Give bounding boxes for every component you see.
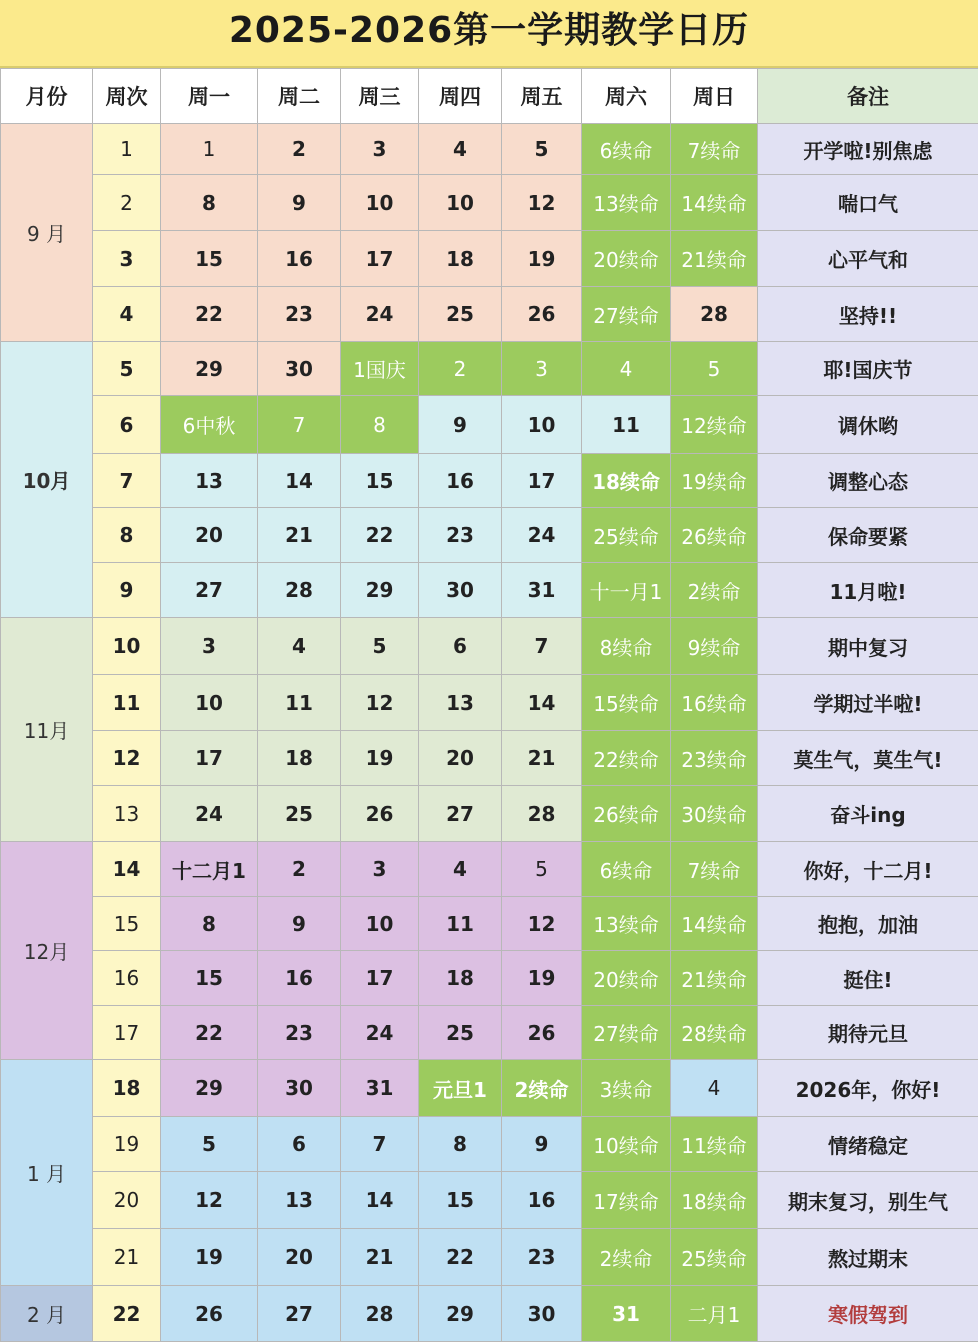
day-cell-tue: 21: [258, 508, 341, 563]
day-cell-sun: 2续命: [671, 563, 758, 618]
month-label: 1 月: [1, 1060, 93, 1286]
week-row: [1, 1006, 978, 1060]
day-cell-fri: 17: [502, 454, 582, 508]
day-cell-wed: 26: [341, 786, 419, 842]
note-cell: 调整心态: [758, 454, 978, 508]
day-cell-tue: 23: [258, 1006, 341, 1060]
day-cell-wed: 17: [341, 231, 419, 287]
calendar-title: 2025-2026第一学期教学日历: [0, 0, 978, 68]
note-cell: 你好，十二月!: [758, 842, 978, 897]
day-cell-fri: 2续命: [502, 1060, 582, 1117]
day-cell-sat: 4: [582, 342, 671, 396]
day-cell-mon: 8: [161, 175, 258, 231]
month-label: 2 月: [1, 1286, 93, 1342]
calendar-table: [0, 68, 978, 1342]
header-row: [1, 69, 978, 124]
day-cell-sun: 23续命: [671, 731, 758, 786]
day-cell-sun: 11续命: [671, 1117, 758, 1172]
day-cell-sun: 二月1: [671, 1286, 758, 1342]
day-cell-mon: 22: [161, 1006, 258, 1060]
day-cell-mon: 17: [161, 731, 258, 786]
day-cell-tue: 14: [258, 454, 341, 508]
day-cell-fri: 12: [502, 897, 582, 951]
day-cell-mon: 19: [161, 1229, 258, 1286]
day-cell-mon: 24: [161, 786, 258, 842]
day-cell-mon: 15: [161, 231, 258, 287]
week-row: [1, 1229, 978, 1286]
note-cell: 挺住!: [758, 951, 978, 1006]
week-number: 16: [93, 951, 161, 1006]
day-cell-thu: 27: [419, 786, 502, 842]
day-cell-thu: 9: [419, 396, 502, 454]
day-cell-thu: 6: [419, 618, 502, 675]
day-cell-thu: 30: [419, 563, 502, 618]
day-cell-thu: 22: [419, 1229, 502, 1286]
week-number: 21: [93, 1229, 161, 1286]
day-cell-fri: 26: [502, 287, 582, 342]
day-cell-wed: 15: [341, 454, 419, 508]
header-month: 月份: [1, 69, 93, 124]
day-cell-tue: 27: [258, 1286, 341, 1342]
day-cell-wed: 3: [341, 124, 419, 175]
week-row: [1, 842, 978, 897]
week-number: 8: [93, 508, 161, 563]
week-row: [1, 342, 978, 396]
day-cell-thu: 元旦1: [419, 1060, 502, 1117]
day-cell-sun: 30续命: [671, 786, 758, 842]
note-cell: 熬过期末: [758, 1229, 978, 1286]
day-cell-wed: 5: [341, 618, 419, 675]
day-cell-sun: 18续命: [671, 1172, 758, 1229]
week-row: [1, 563, 978, 618]
week-row: [1, 231, 978, 287]
week-number: 7: [93, 454, 161, 508]
day-cell-thu: 15: [419, 1172, 502, 1229]
day-cell-sat: 6续命: [582, 842, 671, 897]
day-cell-mon: 20: [161, 508, 258, 563]
day-cell-mon: 8: [161, 897, 258, 951]
day-cell-fri: 19: [502, 231, 582, 287]
day-cell-sat: 13续命: [582, 897, 671, 951]
week-row: [1, 1117, 978, 1172]
day-cell-wed: 28: [341, 1286, 419, 1342]
week-row: [1, 1286, 978, 1342]
week-row: [1, 1060, 978, 1117]
week-number: 10: [93, 618, 161, 675]
day-cell-thu: 25: [419, 287, 502, 342]
day-cell-wed: 29: [341, 563, 419, 618]
day-cell-sun: 21续命: [671, 951, 758, 1006]
day-cell-fri: 5: [502, 124, 582, 175]
day-cell-thu: 10: [419, 175, 502, 231]
day-cell-fri: 7: [502, 618, 582, 675]
day-cell-tue: 30: [258, 342, 341, 396]
day-cell-mon: 29: [161, 1060, 258, 1117]
day-cell-sun: 9续命: [671, 618, 758, 675]
day-cell-sat: 13续命: [582, 175, 671, 231]
day-cell-mon: 27: [161, 563, 258, 618]
day-cell-sat: 27续命: [582, 1006, 671, 1060]
day-cell-tue: 23: [258, 287, 341, 342]
day-cell-thu: 4: [419, 842, 502, 897]
note-cell: 2026年，你好!: [758, 1060, 978, 1117]
week-row: [1, 454, 978, 508]
day-cell-thu: 13: [419, 675, 502, 731]
week-number: 19: [93, 1117, 161, 1172]
week-row: [1, 731, 978, 786]
header-wed: 周三: [341, 69, 419, 124]
day-cell-wed: 22: [341, 508, 419, 563]
week-number: 20: [93, 1172, 161, 1229]
day-cell-thu: 8: [419, 1117, 502, 1172]
week-row: [1, 897, 978, 951]
week-row: [1, 786, 978, 842]
day-cell-tue: 6: [258, 1117, 341, 1172]
day-cell-mon: 1: [161, 124, 258, 175]
day-cell-wed: 17: [341, 951, 419, 1006]
note-cell: 耶!国庆节: [758, 342, 978, 396]
note-cell: 心平气和: [758, 231, 978, 287]
day-cell-sat: 25续命: [582, 508, 671, 563]
day-cell-tue: 16: [258, 231, 341, 287]
day-cell-tue: 9: [258, 175, 341, 231]
day-cell-sun: 7续命: [671, 124, 758, 175]
note-cell: 喘口气: [758, 175, 978, 231]
note-cell: 开学啦!别焦虑: [758, 124, 978, 175]
day-cell-tue: 25: [258, 786, 341, 842]
day-cell-tue: 11: [258, 675, 341, 731]
week-number: 13: [93, 786, 161, 842]
week-row: [1, 1172, 978, 1229]
day-cell-sun: 5: [671, 342, 758, 396]
day-cell-sat: 31: [582, 1286, 671, 1342]
day-cell-sat: 15续命: [582, 675, 671, 731]
day-cell-thu: 25: [419, 1006, 502, 1060]
day-cell-fri: 23: [502, 1229, 582, 1286]
day-cell-sun: 28续命: [671, 1006, 758, 1060]
day-cell-wed: 8: [341, 396, 419, 454]
month-label: 12月: [1, 842, 93, 1060]
day-cell-thu: 18: [419, 231, 502, 287]
day-cell-fri: 12: [502, 175, 582, 231]
day-cell-fri: 5: [502, 842, 582, 897]
day-cell-sat: 27续命: [582, 287, 671, 342]
week-row: [1, 287, 978, 342]
day-cell-thu: 29: [419, 1286, 502, 1342]
day-cell-sun: 26续命: [671, 508, 758, 563]
day-cell-fri: 28: [502, 786, 582, 842]
day-cell-mon: 3: [161, 618, 258, 675]
header-sun: 周日: [671, 69, 758, 124]
week-number: 17: [93, 1006, 161, 1060]
day-cell-mon: 22: [161, 287, 258, 342]
day-cell-wed: 14: [341, 1172, 419, 1229]
day-cell-wed: 12: [341, 675, 419, 731]
header-fri: 周五: [502, 69, 582, 124]
day-cell-sat: 10续命: [582, 1117, 671, 1172]
day-cell-thu: 11: [419, 897, 502, 951]
day-cell-fri: 9: [502, 1117, 582, 1172]
day-cell-fri: 30: [502, 1286, 582, 1342]
day-cell-sun: 14续命: [671, 897, 758, 951]
day-cell-mon: 12: [161, 1172, 258, 1229]
note-cell: 11月啦!: [758, 563, 978, 618]
day-cell-thu: 2: [419, 342, 502, 396]
week-row: [1, 675, 978, 731]
day-cell-fri: 21: [502, 731, 582, 786]
day-cell-thu: 23: [419, 508, 502, 563]
week-row: [1, 124, 978, 175]
day-cell-tue: 4: [258, 618, 341, 675]
week-row: [1, 175, 978, 231]
day-cell-sun: 14续命: [671, 175, 758, 231]
day-cell-sun: 25续命: [671, 1229, 758, 1286]
note-cell: 调休哟: [758, 396, 978, 454]
calendar-body: [1, 124, 978, 1342]
day-cell-sun: 7续命: [671, 842, 758, 897]
day-cell-fri: 3: [502, 342, 582, 396]
header-thu: 周四: [419, 69, 502, 124]
day-cell-sat: 11: [582, 396, 671, 454]
day-cell-mon: 6中秋: [161, 396, 258, 454]
day-cell-thu: 20: [419, 731, 502, 786]
day-cell-tue: 2: [258, 842, 341, 897]
day-cell-tue: 7: [258, 396, 341, 454]
day-cell-sat: 6续命: [582, 124, 671, 175]
day-cell-tue: 16: [258, 951, 341, 1006]
day-cell-wed: 7: [341, 1117, 419, 1172]
week-number: 14: [93, 842, 161, 897]
day-cell-sat: 20续命: [582, 951, 671, 1006]
week-number: 18: [93, 1060, 161, 1117]
day-cell-mon: 29: [161, 342, 258, 396]
note-cell: 寒假驾到: [758, 1286, 978, 1342]
day-cell-wed: 24: [341, 1006, 419, 1060]
note-cell: 学期过半啦!: [758, 675, 978, 731]
note-cell: 期待元旦: [758, 1006, 978, 1060]
day-cell-sun: 21续命: [671, 231, 758, 287]
day-cell-fri: 19: [502, 951, 582, 1006]
week-number: 2: [93, 175, 161, 231]
day-cell-thu: 16: [419, 454, 502, 508]
day-cell-tue: 2: [258, 124, 341, 175]
day-cell-tue: 13: [258, 1172, 341, 1229]
note-cell: 坚持!!: [758, 287, 978, 342]
day-cell-fri: 26: [502, 1006, 582, 1060]
day-cell-sat: 22续命: [582, 731, 671, 786]
month-label: 9 月: [1, 124, 93, 342]
day-cell-sat: 8续命: [582, 618, 671, 675]
week-number: 11: [93, 675, 161, 731]
week-number: 4: [93, 287, 161, 342]
day-cell-fri: 14: [502, 675, 582, 731]
week-number: 5: [93, 342, 161, 396]
day-cell-sun: 16续命: [671, 675, 758, 731]
day-cell-mon: 十二月1: [161, 842, 258, 897]
day-cell-sun: 12续命: [671, 396, 758, 454]
day-cell-sun: 19续命: [671, 454, 758, 508]
day-cell-tue: 28: [258, 563, 341, 618]
note-cell: 奋斗ing: [758, 786, 978, 842]
day-cell-sat: 十一月1: [582, 563, 671, 618]
week-number: 22: [93, 1286, 161, 1342]
day-cell-wed: 3: [341, 842, 419, 897]
day-cell-fri: 16: [502, 1172, 582, 1229]
note-cell: 期中复习: [758, 618, 978, 675]
header-week: 周次: [93, 69, 161, 124]
day-cell-sat: 2续命: [582, 1229, 671, 1286]
day-cell-wed: 19: [341, 731, 419, 786]
day-cell-fri: 10: [502, 396, 582, 454]
week-row: [1, 508, 978, 563]
note-cell: 情绪稳定: [758, 1117, 978, 1172]
week-number: 3: [93, 231, 161, 287]
day-cell-tue: 20: [258, 1229, 341, 1286]
note-cell: 期末复习，别生气: [758, 1172, 978, 1229]
week-number: 9: [93, 563, 161, 618]
week-row: [1, 396, 978, 454]
week-number: 1: [93, 124, 161, 175]
month-label: 11月: [1, 618, 93, 842]
month-label: 10月: [1, 342, 93, 618]
day-cell-sat: 18续命: [582, 454, 671, 508]
week-row: [1, 951, 978, 1006]
day-cell-wed: 10: [341, 175, 419, 231]
day-cell-sun: 4: [671, 1060, 758, 1117]
day-cell-tue: 30: [258, 1060, 341, 1117]
header-sat: 周六: [582, 69, 671, 124]
day-cell-wed: 21: [341, 1229, 419, 1286]
day-cell-thu: 18: [419, 951, 502, 1006]
week-number: 6: [93, 396, 161, 454]
note-cell: 抱抱，加油: [758, 897, 978, 951]
header-tue: 周二: [258, 69, 341, 124]
day-cell-sat: 20续命: [582, 231, 671, 287]
week-row: [1, 618, 978, 675]
day-cell-sat: 17续命: [582, 1172, 671, 1229]
day-cell-fri: 31: [502, 563, 582, 618]
header-note: 备注: [758, 69, 978, 124]
day-cell-mon: 5: [161, 1117, 258, 1172]
day-cell-mon: 26: [161, 1286, 258, 1342]
day-cell-wed: 10: [341, 897, 419, 951]
week-number: 15: [93, 897, 161, 951]
day-cell-tue: 9: [258, 897, 341, 951]
day-cell-mon: 13: [161, 454, 258, 508]
day-cell-mon: 15: [161, 951, 258, 1006]
day-cell-sat: 3续命: [582, 1060, 671, 1117]
day-cell-sat: 26续命: [582, 786, 671, 842]
day-cell-wed: 24: [341, 287, 419, 342]
note-cell: 保命要紧: [758, 508, 978, 563]
note-cell: 莫生气，莫生气!: [758, 731, 978, 786]
day-cell-wed: 31: [341, 1060, 419, 1117]
day-cell-mon: 10: [161, 675, 258, 731]
day-cell-tue: 18: [258, 731, 341, 786]
week-number: 12: [93, 731, 161, 786]
day-cell-wed: 1国庆: [341, 342, 419, 396]
day-cell-thu: 4: [419, 124, 502, 175]
day-cell-sun: 28: [671, 287, 758, 342]
day-cell-fri: 24: [502, 508, 582, 563]
header-mon: 周一: [161, 69, 258, 124]
